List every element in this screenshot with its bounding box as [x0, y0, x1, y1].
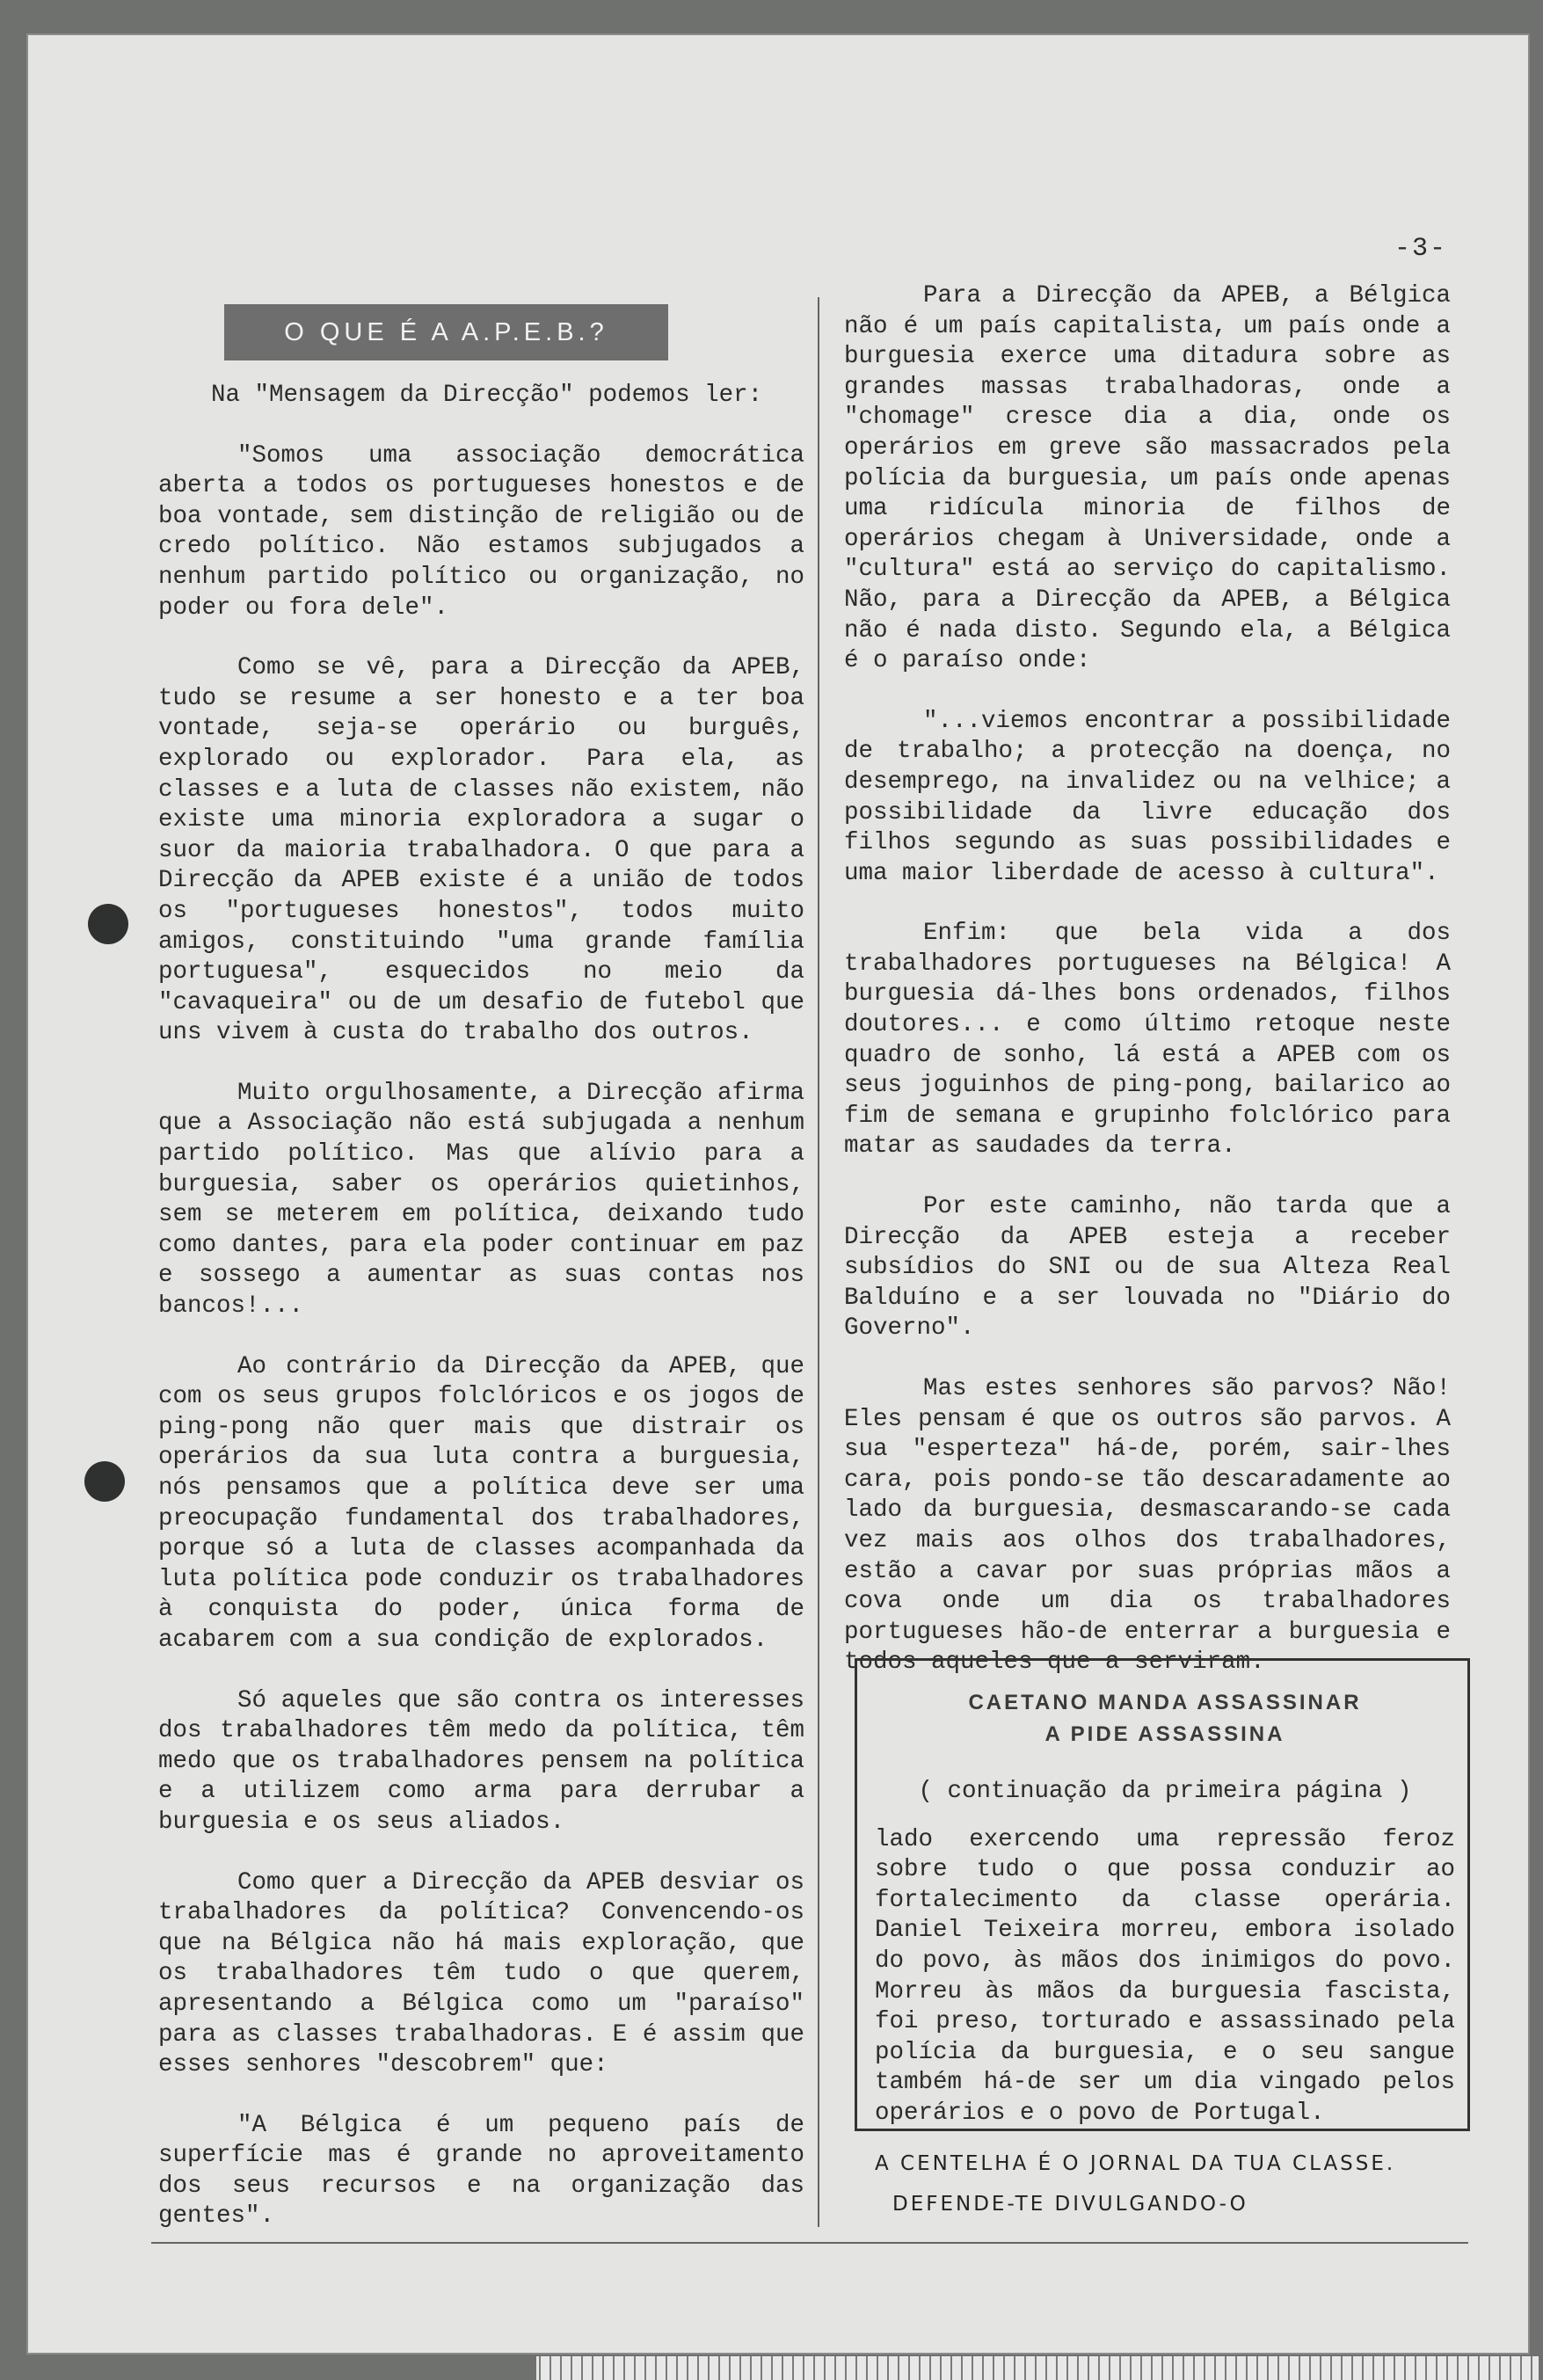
section-heading: O QUE É A A.P.E.B.? [224, 304, 668, 360]
paragraph: Na "Mensagem da Direcção" podemos ler: [211, 382, 763, 409]
paragraph: Muito orgulhosamente, a Direcção afirma que a Associação não está subjugada a nenhum partido político. Mas que alívio para a burguesia, saber os operários quietinhos, sem se meterem em política, deixando tudo como dantes, para ela poder continuar em paz e sossego a aumentar as suas contas nos bancos!... [158, 1079, 804, 1321]
right-column [844, 281, 1451, 1708]
title-line: A PIDE ASSASSINA [1044, 1722, 1285, 1746]
boxed-article-subtitle: ( continuação da primeira página ) [918, 1778, 1412, 1805]
handwritten-line: A CENTELHA É O JORNAL DA TUA CLASSE. [875, 2152, 1396, 2175]
punch-hole-icon [88, 904, 128, 944]
paragraph: "...viemos encontrar a possibilidade de trabalho; a protecção na doença, no desemprego, na invalidez ou na velhice; a possibilidade da livre educação dos filhos segundo as suas possibilidades e uma maior liberdade de acesso à cultura". [844, 707, 1451, 887]
document-page [26, 33, 1530, 2355]
paragraph: Só aqueles que são contra os interesses dos trabalhadores têm medo da política, têm medo que os trabalhadores pensem na política e a utilizem como arma para derrubar a burguesia e os seus aliados. [158, 1686, 804, 1836]
paragraph: Mas estes senhores são parvos? Não! Eles pensam é que os outros são parvos. A sua "esperteza" há-de, porém, sair-lhes cara, pois pondo-se tão descaradamente ao lado da burguesia, desmascarando-se cada vez mais aos olhos dos trabalhadores, estão a cavar por suas próprias mãos a cova onde um dia os trabalhadores portugueses hão-de enterrar a burguesia e todos aqueles que a serviram. [844, 1375, 1451, 1677]
page-number: -3- [1394, 234, 1448, 264]
handwritten-line: DEFENDE-TE DIVULGANDO-O [892, 2193, 1248, 2216]
paragraph: Ao contrário da Direcção da APEB, que com os seus grupos folclóricos e os jogos de ping-pong não quer mais que distrair os operários da sua luta contra a burguesia, nós pensamos que a política deve ser uma preocupação fundamental dos trabalhadores, porque só a luta de classes acompanhada da luta política pode conduzir os trabalhadores à conquista do poder, única forma de acabarem com a sua condição de explorados. [158, 1352, 804, 1654]
handwritten-note [875, 2143, 1473, 2224]
paragraph: "Somos uma associação democrática aberta a todos os portugueses honestos e de boa vontade, sem distinção de religião ou de credo político. Não estamos subjugados a nenhum partido político ou organização, no poder ou fora dele". [158, 441, 804, 622]
boxed-article-body: lado exercendo uma repressão feroz sobre tudo o que possa conduzir ao fortalecimento da classe operária. Daniel Teixeira morreu, embora isolado do povo, às mãos dos inimigos do povo. Morreu às mãos da burguesia fascista, foi preso, torturado e assassinado pela polícia da burguesia, e o seu sangue também há-de ser um dia vingado pelos operários e o povo de Portugal. [875, 1825, 1455, 2127]
paragraph: Por este caminho, não tarda que a Direcção da APEB esteja a receber subsídios do SNI ou de sua Alteza Real Balduíno e a ser louvada no "Diário do Governo". [844, 1193, 1451, 1343]
paragraph: Como se vê, para a Direcção da APEB, tudo se resume a ser honesto e a ter boa vontade, seja-se operário ou burguês, explorado ou explorador. Para ela, as classes e a luta de classes não existem, não existe uma minoria exploradora a sugar o suor da maioria trabalhadora. O que para a Direcção da APEB existe é a união de todos os "portugueses honestos", todos muito amigos, constituindo "uma grande família portuguesa", esquecidos no meio da "cavaqueira" ou de um desafio de futebol que uns vivem à custa do trabalho dos outros. [158, 654, 804, 1047]
paragraph: Como quer a Direcção da APEB desviar os trabalhadores da política? Convencendo-os que na Bélgica não há mais exploração, que os trabalhadores têm tudo o que querem, apresentando a Bélgica como um "paraíso" para as classes trabalhadoras. E é assim que esses senhores "descobrem" que: [158, 1868, 804, 2079]
left-column [158, 381, 804, 2262]
punch-hole-icon [84, 1461, 125, 1502]
paragraph: Para a Direcção da APEB, a Bélgica não é um país capitalista, um país onde a burguesia exerce uma ditadura sobre as grandes massas trabalhadoras, onde a "chomage" cresce dia a dia, onde os operários em greve são massacrados pela polícia da burguesia, um país onde apenas uma ridícula minoria de filhos de operários chegam à Universidade, onde a "cultura" está ao serviço do capitalismo. Não, para a Direcção da APEB, a Bélgica não é nada disto. Segundo ela, a Bélgica é o paraíso onde: [844, 282, 1451, 675]
boxed-article [855, 1658, 1470, 2131]
bottom-rule [151, 2242, 1468, 2244]
title-line: CAETANO MANDA ASSASSINAR [968, 1691, 1362, 1714]
column-divider [818, 297, 819, 2227]
measurement-scale [536, 2356, 1539, 2380]
paragraph: "A Bélgica é um pequeno país de superfície mas é grande no aproveitamento dos seus recursos e na organização das gentes". [158, 2111, 804, 2231]
paragraph: Enfim: que bela vida a dos trabalhadores portugueses na Bélgica! A burguesia dá-lhes bons ordenados, filhos doutores... e como último retoque neste quadro de sonho, lá está a APEB com os seus joguinhos de ping-pong, bailarico ao fim de semana e grupinho folclórico para matar as saudades da terra. [844, 920, 1451, 1161]
boxed-article-title [875, 1687, 1455, 1750]
